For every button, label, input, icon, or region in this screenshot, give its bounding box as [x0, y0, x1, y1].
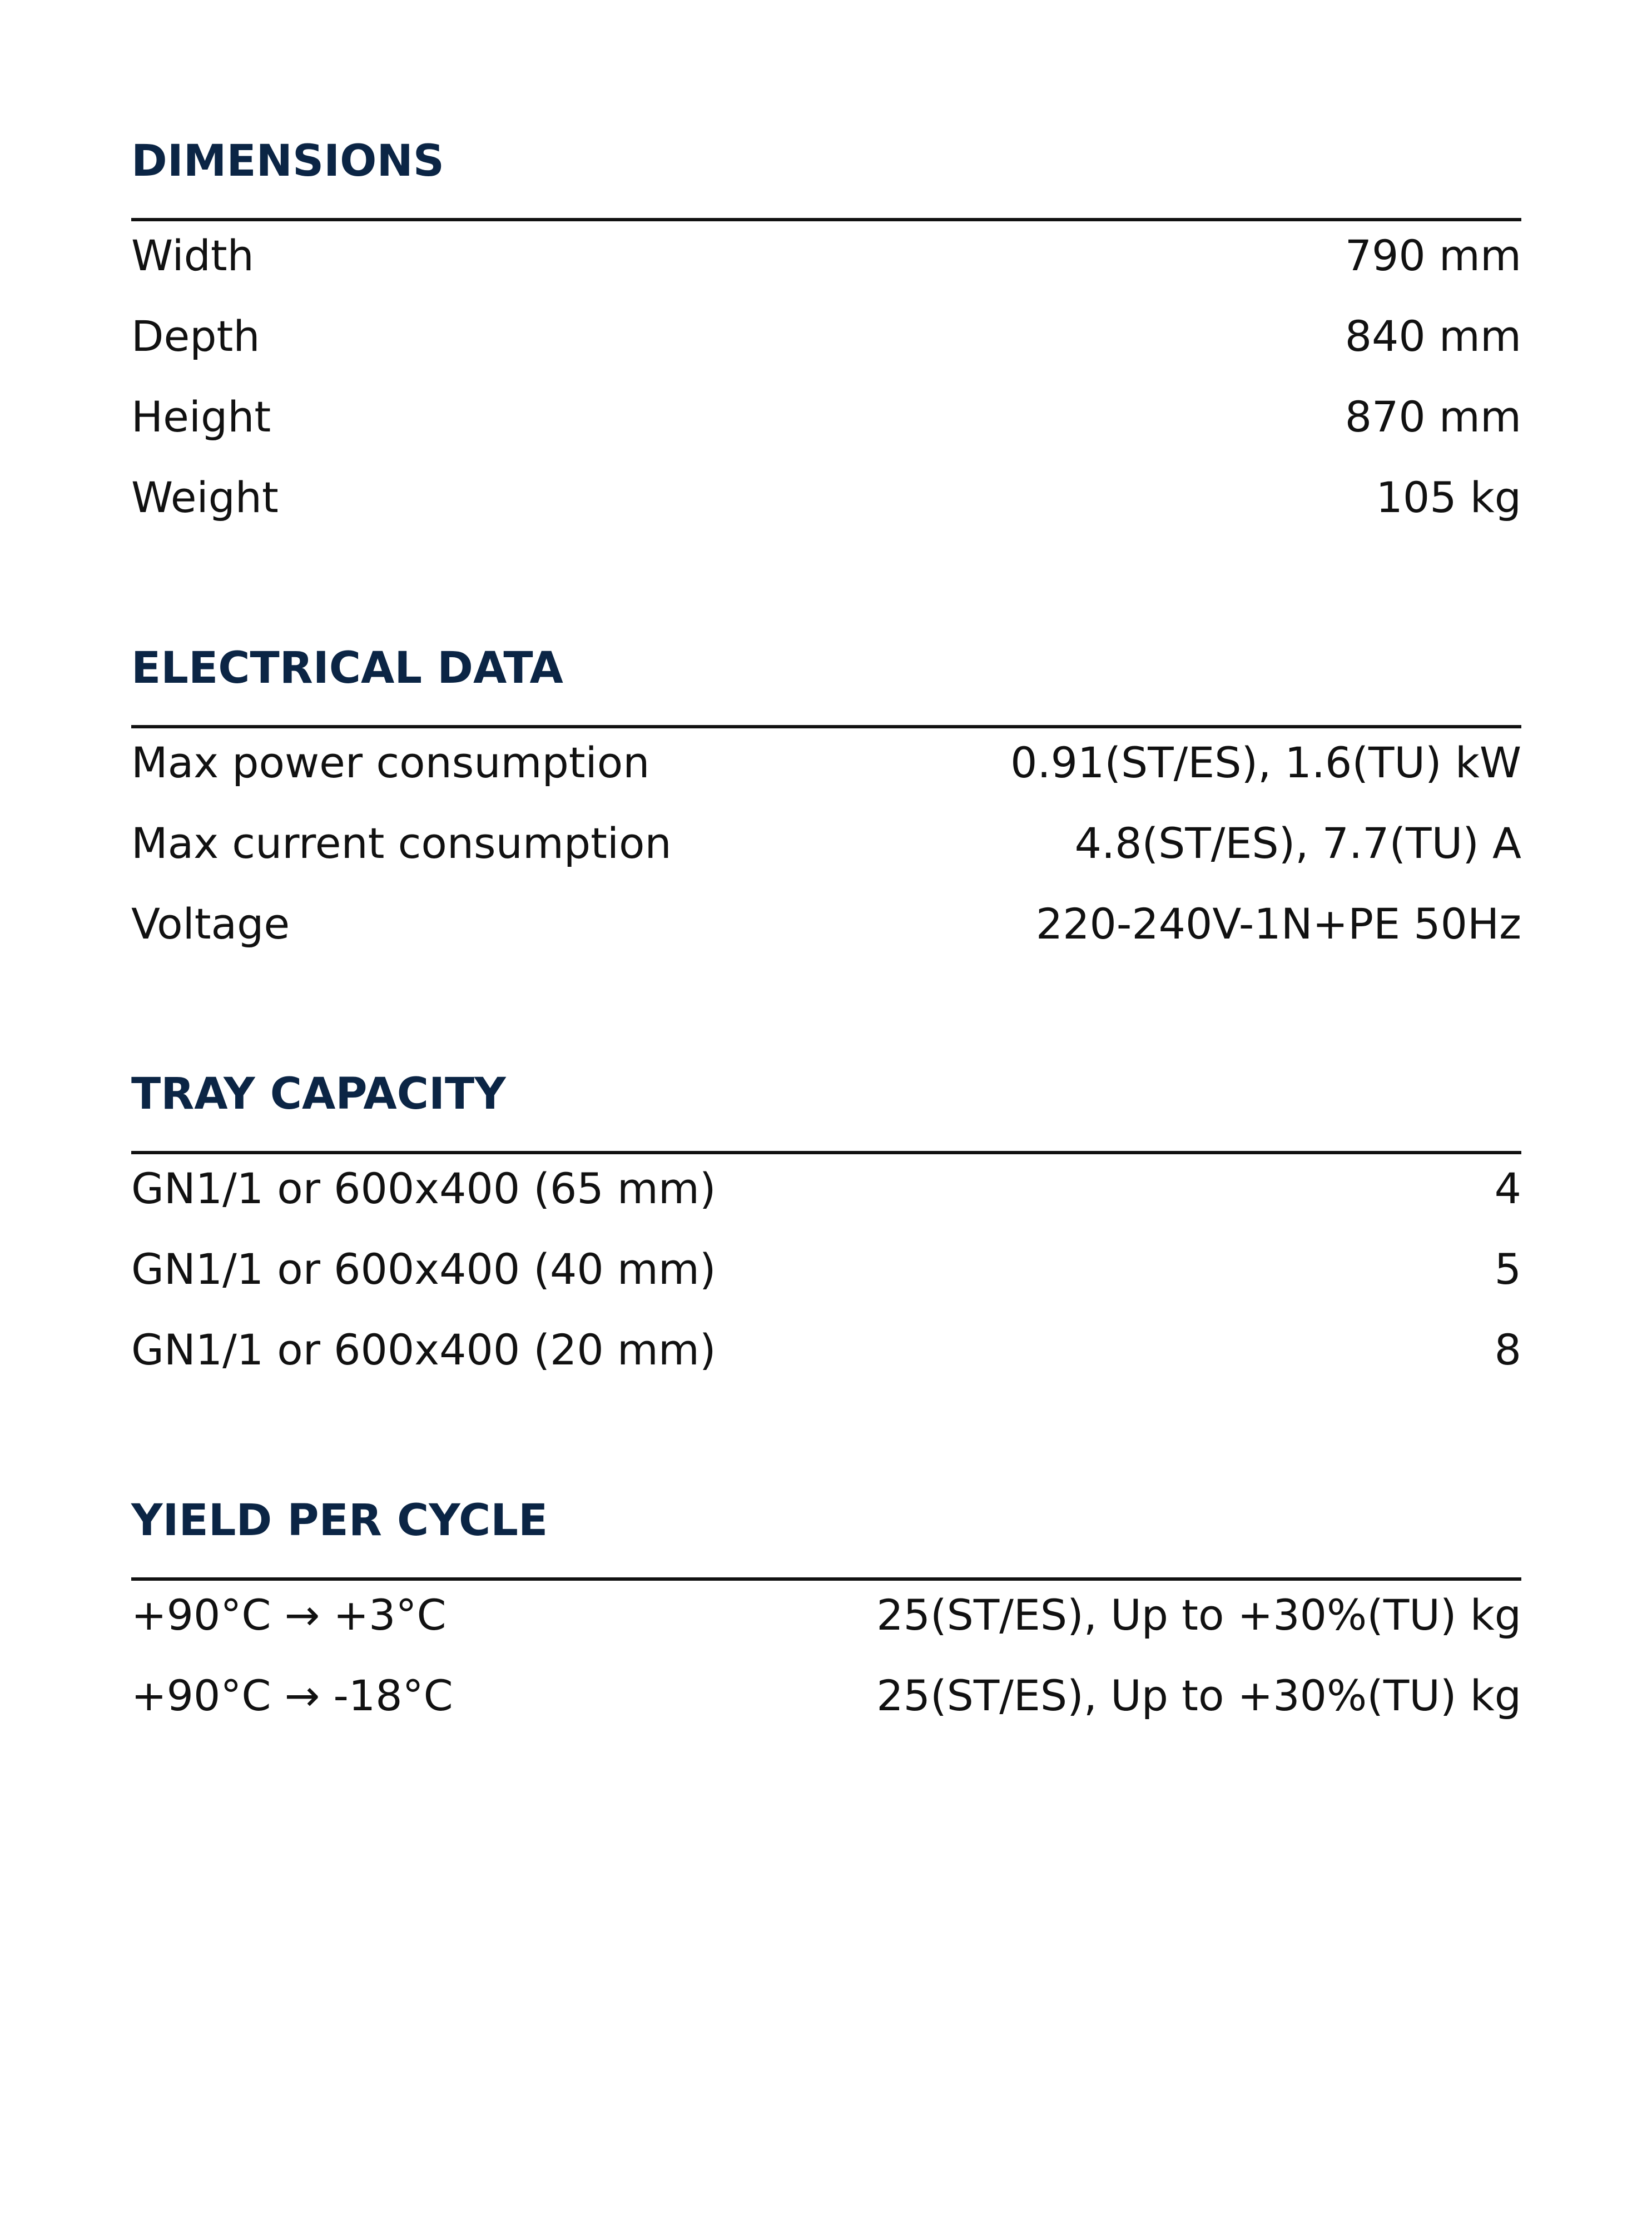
section-divider: [131, 1577, 1521, 1581]
spec-value: 870 mm: [1345, 392, 1521, 441]
section-title: ELECTRICAL DATA: [131, 643, 563, 693]
spec-row-tray-40mm: [131, 1239, 1521, 1300]
spec-label: Width: [131, 231, 254, 280]
spec-value: 4: [1494, 1164, 1521, 1213]
spec-label: Depth: [131, 311, 260, 361]
spec-label: Weight: [131, 473, 279, 522]
spec-label: +90°C → +3°C: [131, 1590, 447, 1640]
spec-row-max-power: [131, 732, 1521, 793]
spec-row-tray-20mm: [131, 1319, 1521, 1381]
spec-row-depth: [131, 306, 1521, 367]
spec-row-yield-chill: [131, 1585, 1521, 1646]
spec-value: 220-240V-1N+PE 50Hz: [1035, 899, 1521, 949]
spec-value: 0.91(ST/ES), 1.6(TU) kW: [1010, 738, 1521, 787]
spec-row-tray-65mm: [131, 1158, 1521, 1219]
section-divider: [131, 1151, 1521, 1154]
spec-value: 790 mm: [1345, 231, 1521, 280]
spec-label: Height: [131, 392, 271, 441]
spec-label: +90°C → -18°C: [131, 1671, 453, 1720]
spec-row-weight: [131, 467, 1521, 528]
spec-row-height: [131, 386, 1521, 448]
spec-label: Voltage: [131, 899, 290, 949]
spec-row-voltage: [131, 893, 1521, 955]
section-title: TRAY CAPACITY: [131, 1069, 506, 1119]
spec-row-width: [131, 225, 1521, 286]
section-title: YIELD PER CYCLE: [131, 1496, 548, 1546]
spec-label: Max current consumption: [131, 818, 672, 868]
section-title: DIMENSIONS: [131, 136, 444, 186]
spec-value: 105 kg: [1376, 473, 1521, 522]
spec-label: GN1/1 or 600x400 (65 mm): [131, 1164, 716, 1213]
spec-value: 840 mm: [1345, 311, 1521, 361]
section-divider: [131, 725, 1521, 728]
spec-row-yield-freeze: [131, 1665, 1521, 1726]
spec-value: 8: [1494, 1325, 1521, 1374]
spec-value: 4.8(ST/ES), 7.7(TU) A: [1074, 818, 1521, 868]
spec-value: 25(ST/ES), Up to +30%(TU) kg: [876, 1590, 1521, 1640]
spec-row-max-current: [131, 813, 1521, 874]
section-divider: [131, 218, 1521, 221]
spec-label: Max power consumption: [131, 738, 650, 787]
spec-value: 25(ST/ES), Up to +30%(TU) kg: [876, 1671, 1521, 1720]
spec-label: GN1/1 or 600x400 (20 mm): [131, 1325, 716, 1374]
spec-value: 5: [1494, 1244, 1521, 1294]
spec-label: GN1/1 or 600x400 (40 mm): [131, 1244, 716, 1294]
